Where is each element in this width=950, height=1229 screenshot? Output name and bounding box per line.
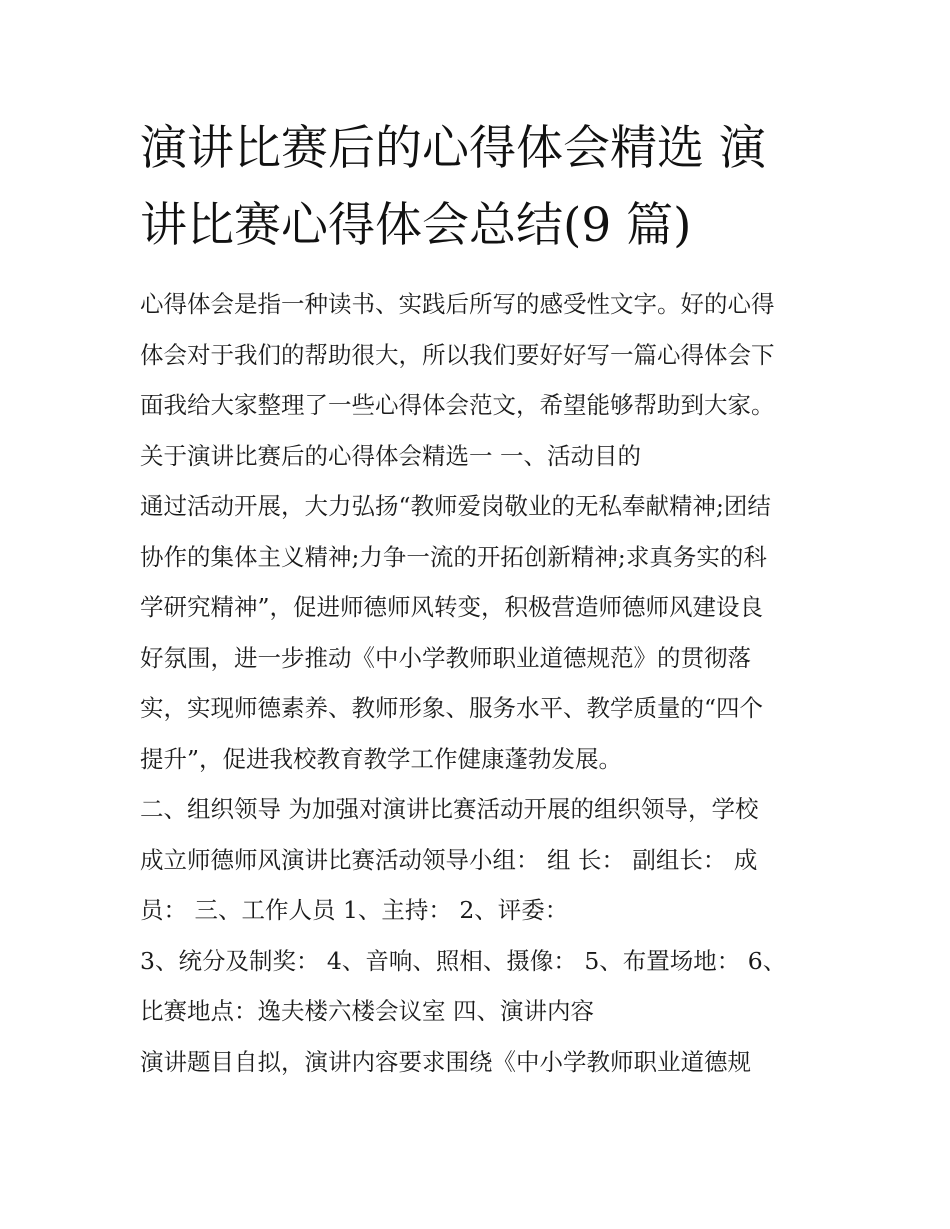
body-line-10: 提升”，促进我校教育教学工作健康蓬勃发展。 [140, 744, 623, 773]
body-line-8: 好氛围，进一步推动《中小学教师职业道德规范》的贯彻落 [140, 643, 751, 672]
body-line-1: 心得体会是指一种读书、实践后所写的感受性文字。好的心得 [140, 290, 775, 318]
body-line-5: 通过活动开展，大力弘扬“教师爱岗敬业的无私奉献精神;团结 [140, 492, 771, 520]
body-line-9: 实，实现师德素养、教师形象、服务水平、教学质量的“四个 [140, 694, 764, 722]
body-line-16: 演讲题目自拟，演讲内容要求围绕《中小学教师职业道德规 [140, 1047, 751, 1076]
body-line-11: 二、组织领导 为加强对演讲比赛活动开展的组织领导，学校 [140, 795, 759, 823]
body-line-2: 体会对于我们的帮助很大，所以我们要好好写一篇心得体会下 [140, 340, 775, 369]
title-line-1: 演讲比赛后的心得体会精选 演 [140, 121, 766, 176]
body-line-14: 3、统分及制奖： 4、音响、照相、摄像： 5、布置场地： 6、 [140, 946, 787, 975]
document-body [140, 279, 820, 1087]
body-line-7: 学研究精神”，促进师德师风转变，积极营造师德师风建设良 [140, 593, 764, 621]
document-title [140, 110, 820, 264]
body-line-12: 成立师德师风演讲比赛活动领导小组： 组 长： 副组长： 成 [140, 845, 758, 874]
body-line-4: 关于演讲比赛后的心得体会精选一 一、活动目的 [140, 441, 641, 470]
body-line-13: 员： 三、工作人员 1、主持： 2、评委： [140, 896, 569, 924]
body-line-15: 比赛地点：逸夫楼六楼会议室 四、演讲内容 [140, 997, 594, 1025]
body-line-3: 面我给大家整理了一些心得体会范文，希望能够帮助到大家。 [140, 391, 775, 419]
body-line-6: 协作的集体主义精神;力争一流的开拓创新精神;求真务实的科 [140, 542, 767, 571]
title-line-2: 讲比赛心得体会总结(9 篇) [140, 198, 692, 253]
